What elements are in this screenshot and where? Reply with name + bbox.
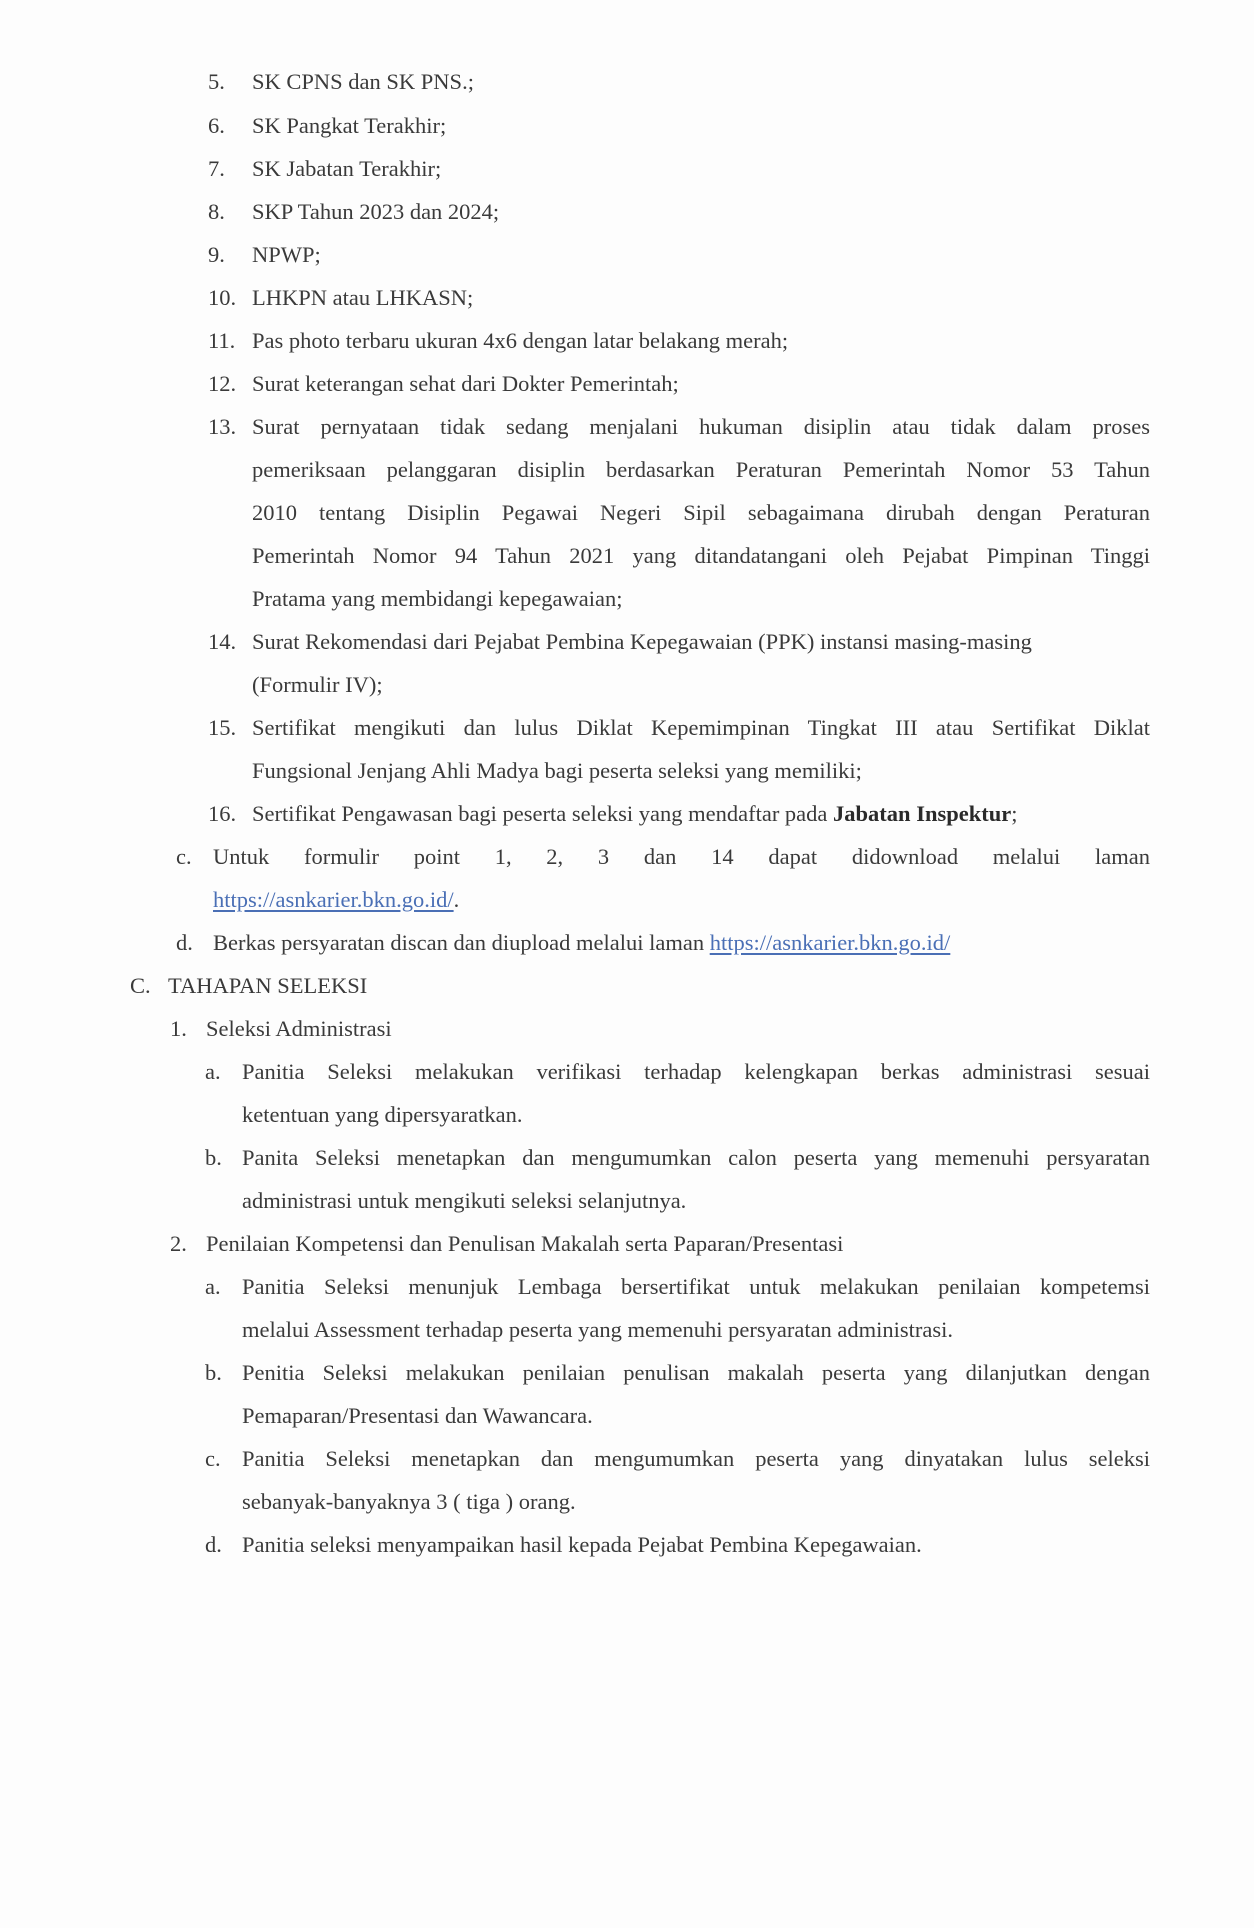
item-text-line: Pemerintah Nomor 94 Tahun 2021 yang ditandatangani oleh Pejabat Pimpinan Tinggi (252, 543, 1150, 568)
item-number: 6. (208, 113, 225, 138)
asnkarier-upload-link[interactable]: https://asnkarier.bkn.go.id/ (709, 930, 951, 955)
item-text-end: ; (1011, 801, 1018, 826)
section-title: TAHAPAN SELEKSI (168, 973, 368, 998)
item-text-end: . (453, 887, 460, 912)
item-number: 14. (208, 629, 237, 654)
item-number: 9. (208, 242, 225, 267)
item-text: SK CPNS dan SK PNS.; (252, 69, 474, 94)
item-text-line: Pratama yang membidangi kepegawaian; (252, 586, 623, 611)
item-text-line: Surat Rekomendasi dari Pejabat Pembina Kepegawaian (PPK) instansi masing-masing (252, 629, 1032, 654)
item-label: a. (205, 1059, 221, 1084)
stage-title: Seleksi Administrasi (206, 1016, 392, 1041)
item-text: Surat keterangan sehat dari Dokter Pemerintah; (252, 371, 679, 396)
asnkarier-link[interactable]: https://asnkarier.bkn.go.id/ (213, 887, 454, 912)
item-text-line: Untuk formulir point 1, 2, 3 dan 14 dapat didownload melalui laman (213, 844, 1150, 869)
item-text-line: Surat pernyataan tidak sedang menjalani hukuman disiplin atau tidak dalam proses (252, 414, 1150, 439)
item-text: SK Pangkat Terakhir; (252, 113, 447, 138)
item-number: 13. (208, 414, 237, 439)
item-text-line: Panitia Seleksi melakukan verifikasi terhadap kelengkapan berkas administrasi sesuai (242, 1059, 1150, 1084)
item-text: Pas photo terbaru ukuran 4x6 dengan latar belakang merah; (252, 328, 789, 353)
item-number: 16. (208, 801, 237, 826)
item-text: SKP Tahun 2023 dan 2024; (252, 199, 500, 224)
item-text: SK Jabatan Terakhir; (252, 156, 442, 181)
item-text: Sertifikat Pengawasan bagi peserta seleksi yang mendaftar pada (252, 801, 834, 826)
item-text-line: ketentuan yang dipersyaratkan. (242, 1102, 523, 1127)
item-text-line: (Formulir IV); (252, 672, 383, 697)
item-text-line: Panitia seleksi menyampaikan hasil kepada Pejabat Pembina Kepegawaian. (242, 1532, 922, 1557)
position-name-emphasis: Jabatan Inspektur (833, 801, 1012, 826)
item-text-line: administrasi untuk mengikuti seleksi selanjutnya. (242, 1188, 687, 1213)
item-label: c. (205, 1446, 221, 1471)
item-text: LHKPN atau LHKASN; (252, 285, 474, 310)
item-text-line: Pemaparan/Presentasi dan Wawancara. (242, 1403, 593, 1428)
item-label: d. (176, 930, 193, 955)
item-number: 12. (208, 371, 237, 396)
item-number: 7. (208, 156, 225, 181)
stage-title: Penilaian Kompetensi dan Penulisan Makalah serta Paparan/Presentasi (206, 1231, 844, 1256)
item-text: Berkas persyaratan discan dan diupload melalui laman (213, 930, 710, 955)
stage-number: 2. (170, 1231, 187, 1256)
item-text-line: Panitia Seleksi menetapkan dan mengumumkan peserta yang dinyatakan lulus seleksi (242, 1446, 1150, 1471)
item-text: NPWP; (252, 242, 321, 267)
item-text-line: Panitia Seleksi menunjuk Lembaga bersertifikat untuk melakukan penilaian kompetemsi (242, 1274, 1150, 1299)
item-label: b. (205, 1145, 222, 1170)
item-text-line: pemeriksaan pelanggaran disiplin berdasarkan Peraturan Pemerintah Nomor 53 Tahun (252, 457, 1150, 482)
item-number: 10. (208, 285, 237, 310)
item-text-line: Fungsional Jenjang Ahli Madya bagi peserta seleksi yang memiliki; (252, 758, 862, 783)
item-text-line: 2010 tentang Disiplin Pegawai Negeri Sipil sebagaimana dirubah dengan Peraturan (252, 500, 1150, 525)
item-label: d. (205, 1532, 222, 1557)
section-label: C. (130, 973, 151, 998)
item-text-line: melalui Assessment terhadap peserta yang memenuhi persyaratan administrasi. (242, 1317, 954, 1342)
item-label: a. (205, 1274, 221, 1299)
stage-number: 1. (170, 1016, 187, 1041)
item-label: c. (176, 844, 192, 869)
item-text-line: Penitia Seleksi melakukan penilaian penulisan makalah peserta yang dilanjutkan dengan (242, 1360, 1150, 1385)
item-text-line: Panita Seleksi menetapkan dan mengumumkan calon peserta yang memenuhi persyaratan (242, 1145, 1150, 1170)
item-number: 11. (208, 328, 236, 353)
item-number: 8. (208, 199, 225, 224)
item-label: b. (205, 1360, 222, 1385)
item-text-line: Sertifikat mengikuti dan lulus Diklat Kepemimpinan Tingkat III atau Sertifikat Diklat (252, 715, 1150, 740)
item-number: 15. (208, 715, 237, 740)
item-text-line: sebanyak-banyaknya 3 ( tiga ) orang. (242, 1489, 576, 1514)
item-number: 5. (208, 69, 225, 94)
